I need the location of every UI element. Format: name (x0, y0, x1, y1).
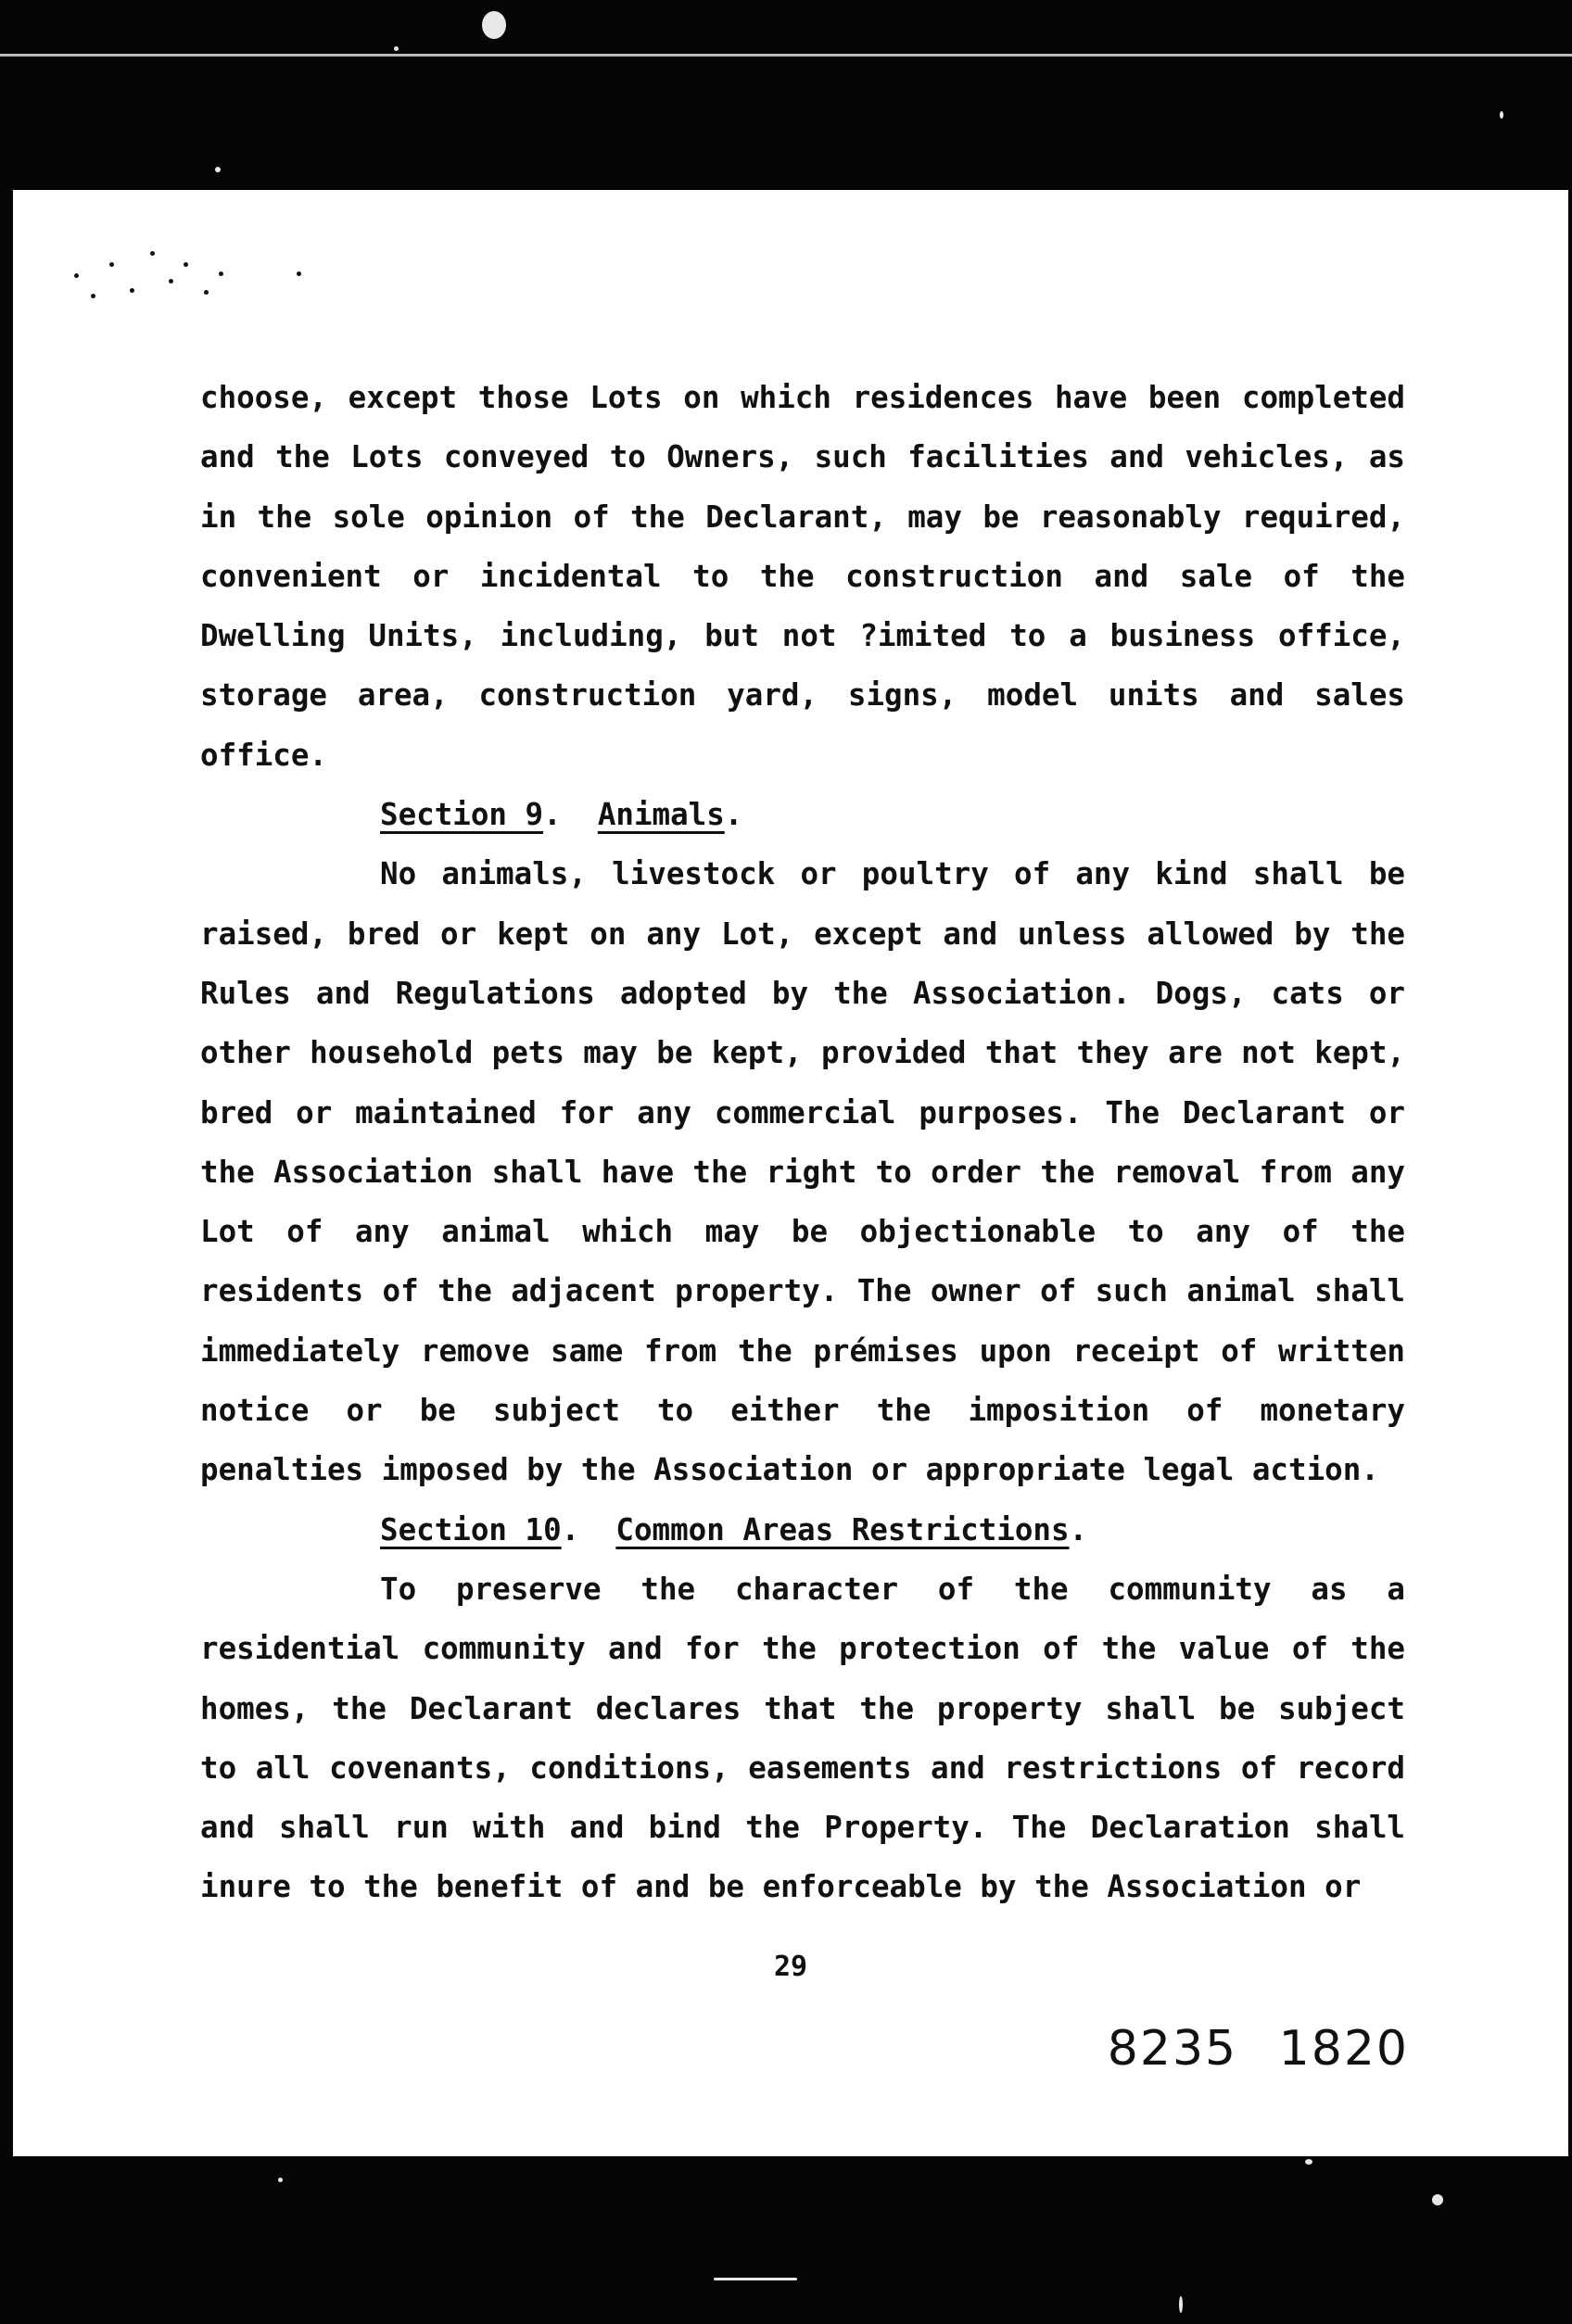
section-10-number: Section 10 (380, 1511, 562, 1547)
scan-dot (109, 262, 114, 267)
section-9-heading: Section 9. Animals. (380, 797, 743, 833)
scan-border-line (0, 54, 1572, 57)
document-page (13, 190, 1568, 2156)
scan-dot (169, 279, 173, 284)
section-10-title: Common Areas Restrictions (615, 1511, 1070, 1547)
scan-dot (204, 290, 209, 295)
scan-speck (1179, 2296, 1183, 2313)
scan-dot (184, 262, 188, 267)
scan-dot (91, 294, 95, 298)
scan-speck (278, 2178, 283, 2182)
scan-speck (215, 167, 221, 172)
scan-dot (150, 251, 155, 256)
scan-speck (1305, 2159, 1312, 2165)
scan-dot (297, 272, 301, 276)
section-9-body: No animals, livestock or poultry of any kind shall be raised, bred or kept on any Lot, except and unless allowed by the Rules and Regulations adopted by the Association. Dogs, cats or other household pets may be kept, provided that they are not kept, bred or maintained for any commercial purposes. The Declarant or the Association shall have the right to order the removal from any Lot of any animal which may be objectionable to any of the residents of the adjacent property. The owner of such animal shall immediately remove same from the prémises upon receipt of written notice or be subject to either the imposition of monetary penalties imposed by the Association or appropriate legal action. (200, 856, 1405, 1488)
document-body (200, 368, 1405, 1917)
section-10-heading: Section 10. Common Areas Restrictions. (380, 1511, 1088, 1547)
paragraph-continued: choose, except those Lots on which residences have been completed and the Lots conveyed to Owners, such facilities and vehicles, as in the sole opinion of the Declarant, may be reasonably required, convenient or incidental to the construction and sale of the Dwelling Units, including, but not ?imited to a business office, storage area, construction yard, signs, model units and sales office. (200, 380, 1405, 773)
scan-dot (130, 288, 134, 293)
scan-speck (714, 2278, 797, 2280)
section-9-number: Section 9 (380, 797, 544, 833)
scan-speck (482, 11, 506, 39)
scan-speck (1500, 111, 1503, 119)
scan-dot (74, 273, 79, 278)
scan-speck (1432, 2194, 1443, 2205)
recording-stamp: 8235 1820 (1107, 2021, 1409, 2077)
scan-dot (219, 272, 223, 276)
section-9-title: Animals (597, 797, 725, 833)
section-10-body: To preserve the character of the community as a residential community and for the protection of the value of the homes, the Declarant declares that the property shall be subject to all covenants, conditions, easements and restrictions of record and shall run with and bind the Property. The Declaration shall inure to the benefit of and be enforceable by the Association or (200, 1571, 1405, 1905)
page-number: 29 (773, 1951, 808, 1983)
scan-speck (394, 46, 399, 51)
